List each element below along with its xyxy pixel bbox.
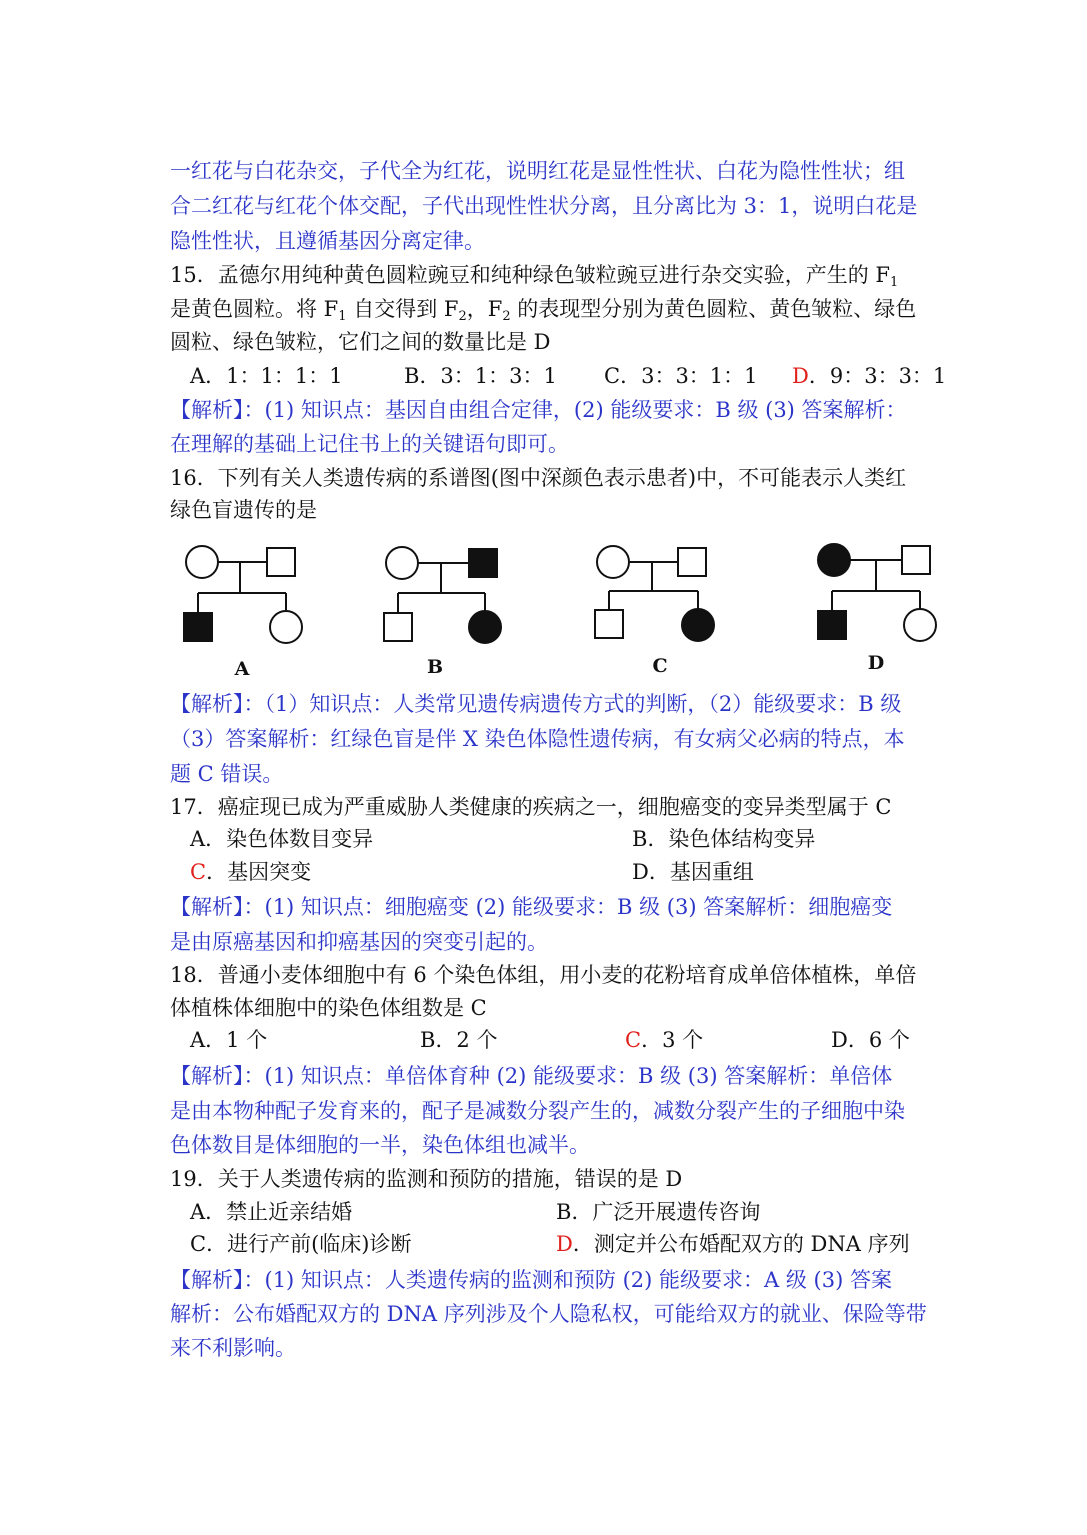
pedigree-d [818,544,936,641]
q18-option-a: A．1 个 [190,1028,268,1052]
q18-analysis-line-2: 是由本物种配子发育来的，配子是减数分裂产生的，减数分裂产生的子细胞中染 [170,1099,905,1123]
pedigree-label-a: A [234,658,250,680]
q17-option-a: A．染色体数目变异 [190,827,374,851]
q17-option-b: B．染色体结构变异 [632,827,816,851]
pedigree-label-d: D [867,652,885,674]
q18-option-b: B．2 个 [420,1028,498,1052]
q15-option-c: C．3：3：1：1 [604,364,758,388]
q15-analysis-line-2: 在理解的基础上记住书上的关键语句即可。 [170,432,569,456]
q19-option-c: C．进行产前(临床)诊断 [190,1232,412,1256]
q16-stem-line-2: 绿色盲遗传的是 [170,498,317,522]
q18-option-c: C．3 个 [625,1028,704,1052]
pedigree-label-b: B [426,656,444,678]
q17-option-c: C．基因突变 [190,860,312,884]
q17-analysis-line-1: 【解析】：(1) 知识点：细胞癌变 (2) 能级要求：B 级 (3) 答案解析：细胞癌变 [170,895,893,919]
q18-option-d: D．6 个 [831,1028,910,1052]
q17-option-d: D．基因重组 [632,860,754,884]
q16-analysis-line-2: （3）答案解析：红绿色盲是伴 X 染色体隐性遗传病，有女病父必病的特点，本 [170,727,905,751]
q17-stem: 17．癌症现已成为严重威胁人类健康的疾病之一，细胞癌变的变异类型属于 C [170,795,892,819]
q15-stem-line-3: 圆粒、绿色皱粒，它们之间的数量比是 D [170,330,551,354]
pedigree-c [595,546,714,641]
q15-analysis-line-1: 【解析】：(1) 知识点：基因自由组合定律，(2) 能级要求：B 级 (3) 答案解析： [170,398,907,422]
intro-line-3: 隐性性状，且遵循基因分离定律。 [170,229,485,253]
q16-analysis-line-1: 【解析】：（1）知识点：人类常见遗传病遗传方式的判断，（2）能级要求：B 级 [170,692,902,716]
q19-option-d: D．测定并公布婚配双方的 DNA 序列 [556,1232,910,1256]
q19-option-b: B．广泛开展遗传咨询 [556,1200,761,1224]
q18-stem-line-1: 18．普通小麦体细胞中有 6 个染色体组，用小麦的花粉培育成单倍体植株，单倍 [170,963,917,987]
pedigree-a [184,546,302,643]
q18-stem-line-2: 体植株体细胞中的染色体组数是 C [170,996,487,1020]
q16-stem-line-1: 16．下列有关人类遗传病的系谱图(图中深颜色表示患者)中，不可能表示人类红 [170,466,907,490]
q15-option-d: D．9：3：3：1 [792,364,947,388]
q18-analysis-line-1: 【解析】：(1) 知识点：单倍体育种 (2) 能级要求：B 级 (3) 答案解析：单倍体 [170,1064,893,1088]
q18-analysis-line-3: 色体数目是体细胞的一半，染色体组也减半。 [170,1133,590,1157]
q19-option-a: A．禁止近亲结婚 [190,1200,353,1224]
q15-stem-line-2: 是黄色圆粒。将 $F_1$ 自交得到 $F_2$，$F_2$ 的表现型分别为黄色圆粒、黄色皱粒、绿色 [170,297,917,324]
q19-analysis-line-2: 解析：公布婚配双方的 DNA 序列涉及个人隐私权，可能给双方的就业、保险等带 [170,1302,927,1326]
pedigree-b [384,547,501,643]
q17-analysis-line-2: 是由原癌基因和抑癌基因的突变引起的。 [170,930,548,954]
q15-option-b: B．3：1：3：1 [404,364,557,388]
intro-line-1: 一红花与白花杂交，子代全为红花，说明红花是显性性状、白花为隐性性状；组 [170,159,905,183]
q19-analysis-line-1: 【解析】：(1) 知识点：人类遗传病的监测和预防 (2) 能级要求：A 级 (3) 答案 [170,1268,892,1292]
pedigree-label-c: C [652,655,668,677]
q15-stem-line-1: 15．孟德尔用纯种黄色圆粒豌豆和纯种绿色皱粒豌豆进行杂交实验，产生的 $F_1$ [170,263,899,290]
q19-analysis-line-3: 来不利影响。 [170,1336,296,1360]
q16-analysis-line-3: 题 C 错误。 [170,762,284,786]
q19-stem: 19．关于人类遗传病的监测和预防的措施，错误的是 D [170,1167,683,1191]
pedigree-figure [180,535,945,685]
q15-option-a: A．1：1：1：1 [190,364,343,388]
intro-line-2: 合二红花与红花个体交配，子代出现性性状分离，且分离比为 3：1，说明白花是 [170,194,918,218]
